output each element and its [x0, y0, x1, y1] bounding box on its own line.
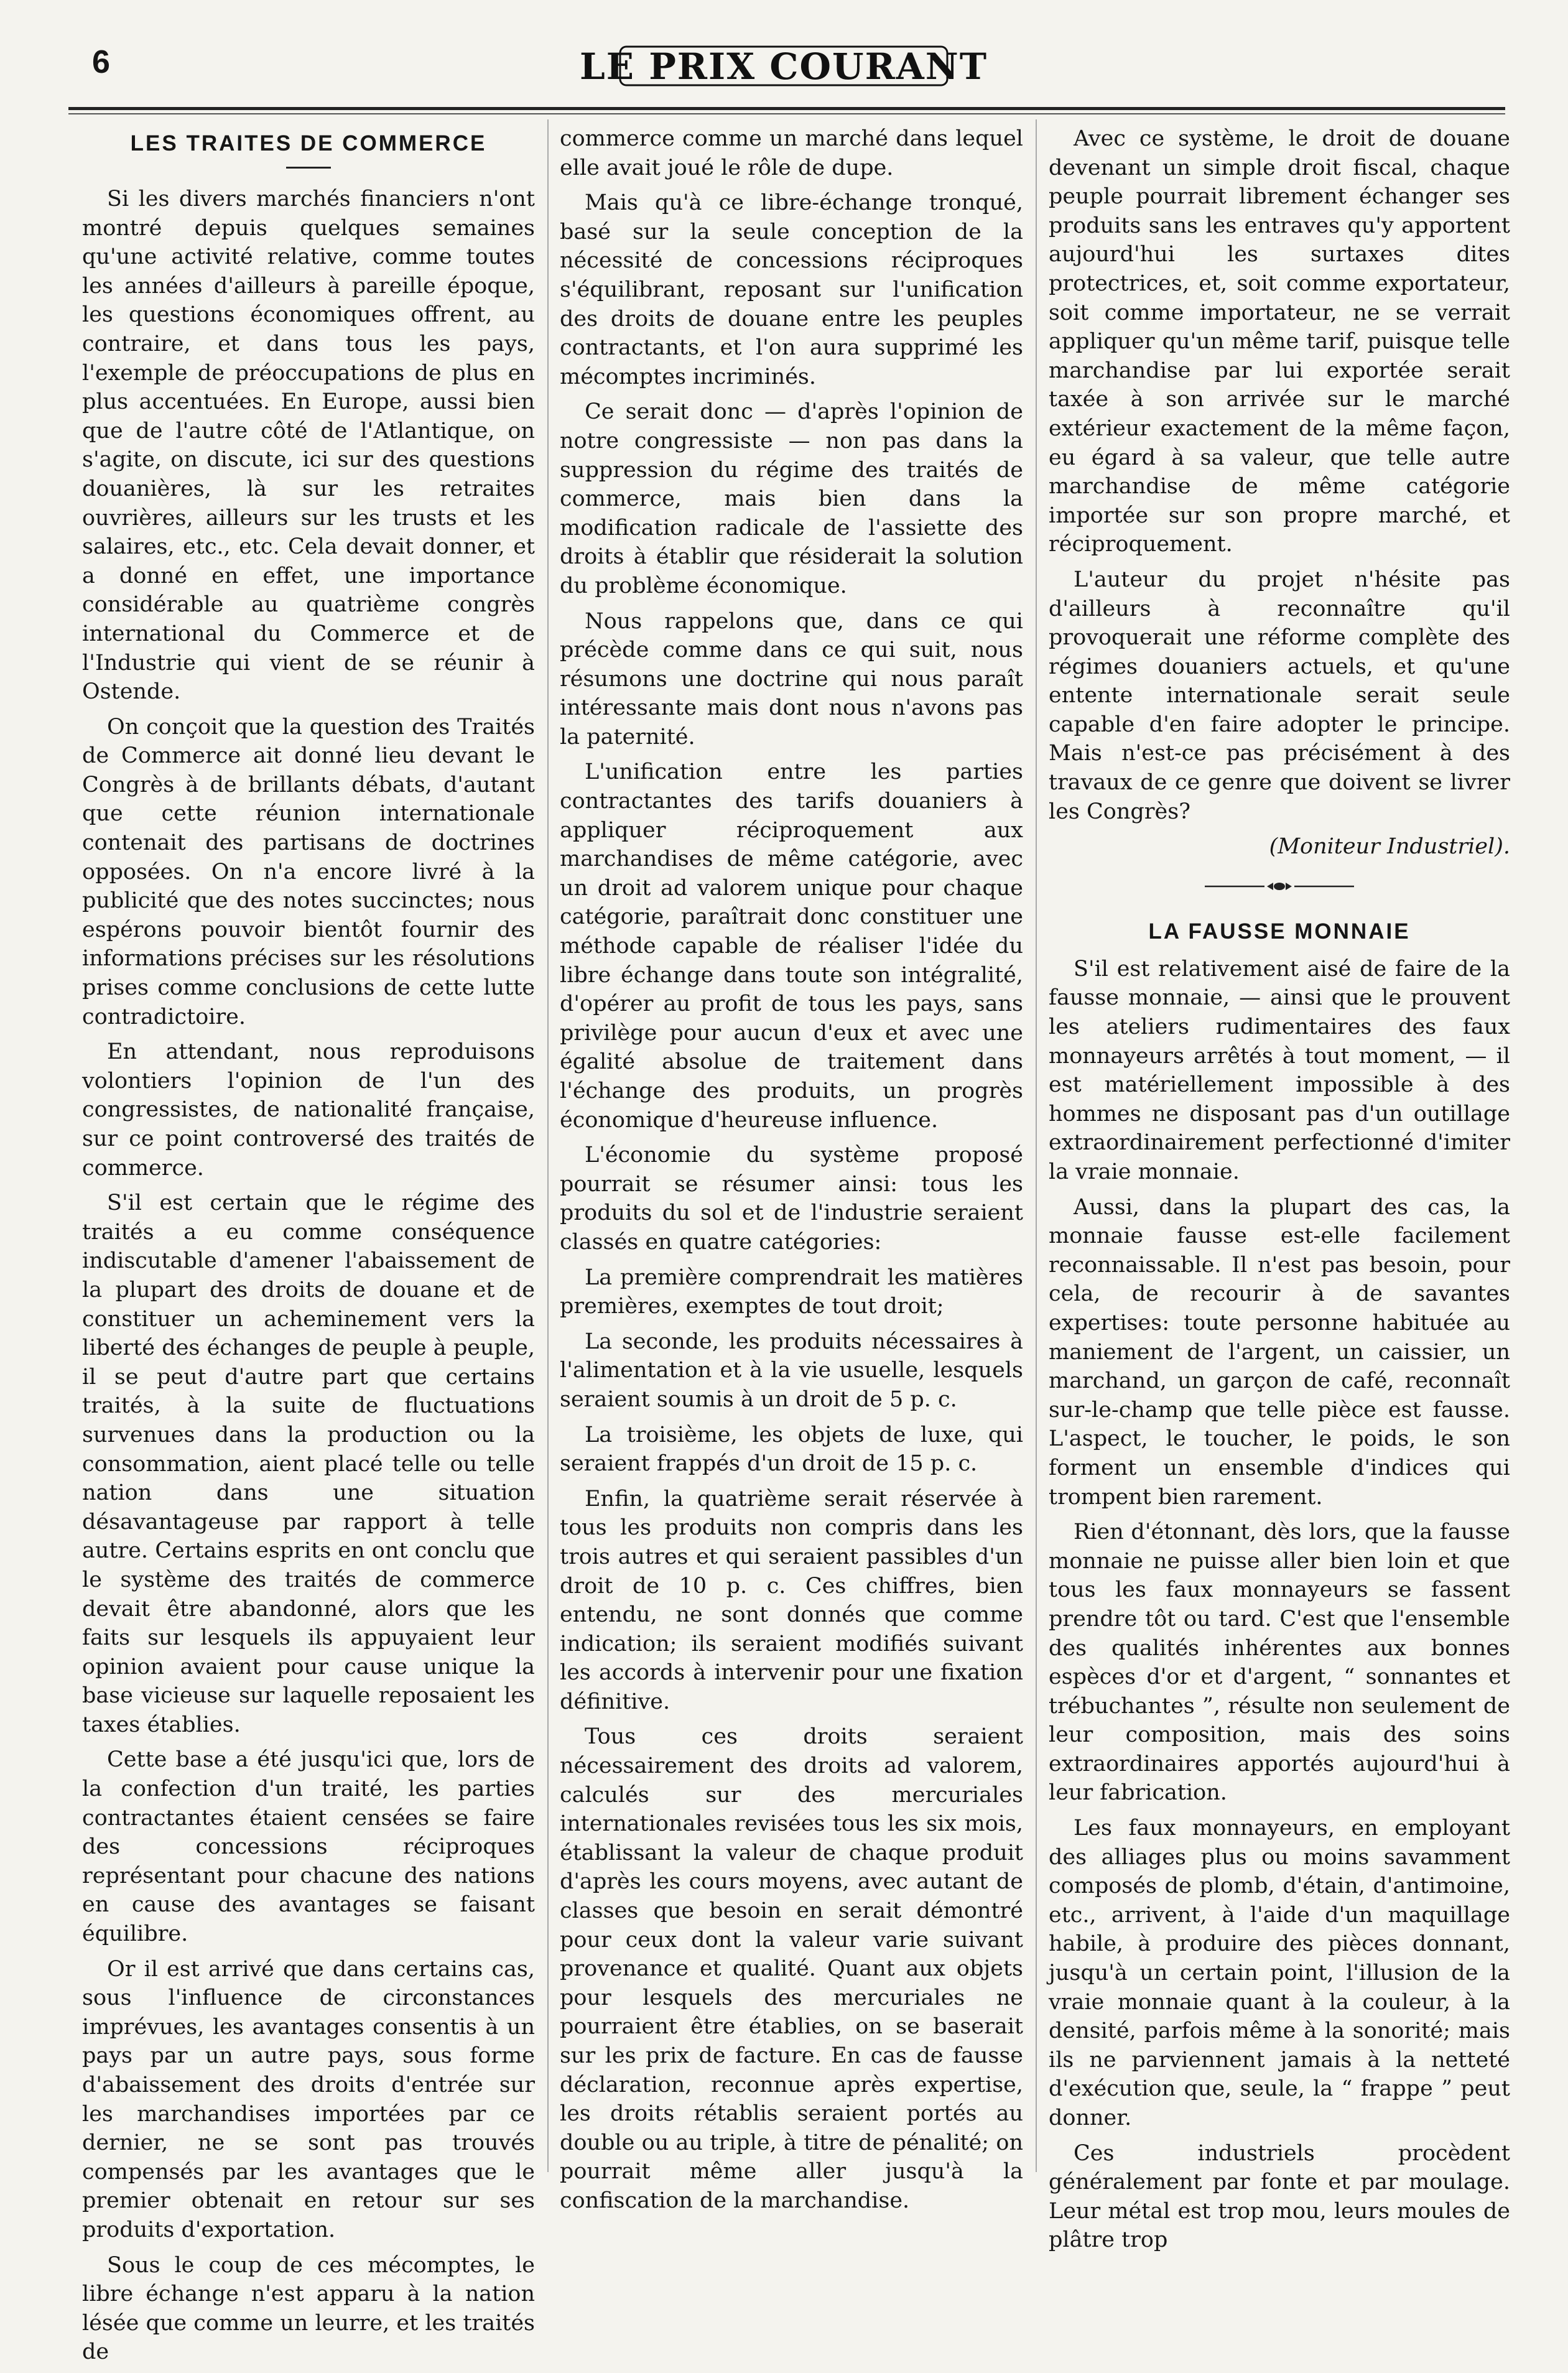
- article-title-traites: LES TRAITES DE COMMERCE: [130, 131, 487, 156]
- source-signature: (Moniteur Industriel).: [1269, 834, 1510, 860]
- paragraph: Sous le coup de ces mécomptes, le libre échange n'est apparu à la nation lésée que comme un leurre, et les traités de: [82, 2252, 535, 2365]
- svg-text:LE PRIX COURANT: LE PRIX COURANT: [580, 45, 988, 88]
- page-number: 6: [92, 44, 110, 80]
- paragraph: Tous ces droits seraient nécessairement des droits ad valorem, calculés sur des mercuriales internationales revisées tous les six mois, établissant la valeur de chaque produit d'après les cours moyens, avec autant de classes que besoin en serait démontré pour ceux dont la valeur varie suivant provenance et qualité. Quant aux objets pour lesquels des mercuriales ne pourraient être établies, on se baserait sur les prix de facture. En cas de fausse déclaration, reconnue après expertise, les droits rétablis seraient portés au double ou au triple, à titre de pénalité; on pourrait même aller jusqu'à la confiscation de la marchandise.: [560, 1724, 1023, 2213]
- paragraph: Mais qu'à ce libre-échange tronqué, basé sur la seule conception de la nécessité de concessions réciproques s'équilibrant, reposant sur l'unification des droits de douane entre les peuples contractants, et l'on aura supprimé les mécomptes incriminés.: [560, 190, 1023, 389]
- paragraph: Si les divers marchés financiers n'ont montré depuis quelques semaines qu'une activité relative, comme toutes les années d'ailleurs à pareille époque, les questions économiques offrent, au contraire, et dans tous les pays, l'exemple de préoccupations de plus en plus accentuées. En Europe, aussi bien que de l'autre côté de l'Atlantique, on s'agite, on discute, ici sur des questions douanières, là sur les retraites ouvrières, ailleurs sur les trusts et les salaires, etc., etc. Cela devait donner, et a donné en effet, une importance considérable au quatrième congrès international du Commerce et de l'Industrie qui vient de se réunir à Ostende.: [82, 187, 535, 705]
- paragraph: Nous rappelons que, dans ce qui précède comme dans ce qui suit, nous résumons une doctrine qui nous paraît intéressante mais dont nous n'avons pas la paternité.: [560, 608, 1023, 750]
- paragraph: Rien d'étonnant, dès lors, que la fausse monnaie ne puisse aller bien loin et que tous les faux monnayeurs se fassent prendre tôt ou tard. C'est que l'ensemble des qualités inhérentes aux bonnes espèces d'or et d'argent, “ sonnantes et trébuchantes ”, résulte non seulement de leur composition, mais des soins extraordinaires apportés aujourd'hui à leur fabrication.: [1049, 1520, 1510, 1806]
- column-3: [1049, 124, 1510, 2261]
- column-divider: [1036, 119, 1037, 2172]
- article-title-fausse-monnaie: LA FAUSSE MONNAIE: [1148, 919, 1411, 944]
- column-2: [560, 124, 1023, 2222]
- paragraph: Enfin, la quatrième serait réservée à tous les produits non compris dans les trois autres et qui seraient passibles d'un droit de 10 p. c. Ces chiffres, bien entendu, ne sont donnés que comme indication; ils seraient modifiés suivant les accords à intervenir pour une fixation définitive.: [560, 1486, 1023, 1714]
- paragraph: On conçoit que la question des Traités de Commerce ait donné lieu devant le Congrès à de brillants débats, d'autant que cette réunion internationale contenait des partisans de doctrines opposées. On n'a encore livré à la publicité que des notes succinctes; nous espérons pouvoir bientôt fournir des informations précises sur les résolutions prises comme conclusions de cette lutte contradictoire.: [82, 714, 535, 1029]
- paragraph: Aussi, dans la plupart des cas, la monnaie fausse est-elle facilement reconnaissable. Il n'est pas besoin, pour cela, de recourir à de savantes expertises: toute personne habituée au maniement de l'argent, un caissier, un marchand, un garçon de café, reconnaît sur-le-champ que telle pièce est fausse. L'aspect, le toucher, le poids, le son forment un ensemble d'indices qui trompent bien rarement.: [1049, 1194, 1510, 1510]
- column-1: [82, 124, 535, 2373]
- header-rule: [68, 107, 1505, 110]
- paragraph: La première comprendrait les matières premières, exemptes de tout droit;: [560, 1265, 1023, 1319]
- paragraph: La seconde, les produits nécessaires à l'alimentation et à la vie usuelle, lesquels seraient soumis à un droit de 5 p. c.: [560, 1329, 1023, 1412]
- paragraph: En attendant, nous reproduisons volontiers l'opinion de l'un des congressistes, de nationalité française, sur ce point controversé des traités de commerce.: [82, 1039, 535, 1181]
- paragraph: L'unification entre les parties contractantes des tarifs douaniers à appliquer réciproquement aux marchandises de même catégorie, avec un droit ad valorem unique pour chaque catégorie, paraîtrait donc constituer une méthode capable de réaliser l'idée du libre échange dans toute son intégralité, d'opérer au profit de tous les pays, sans privilège pour aucun d'eux et avec une égalité absolue de traitement dans l'échange des produits, un progrès économique d'heureuse influence.: [560, 759, 1023, 1133]
- paragraph: Cette base a été jusqu'ici que, lors de la confection d'un traité, les parties contractantes étaient censées se faire des concessions réciproques représentant pour chacune des nations en cause des avantages se faisant équilibre.: [82, 1747, 535, 1947]
- paragraph: Or il est arrivé que dans certains cas, sous l'influence de circonstances imprévues, les avantages consentis à un pays par un autre pays, sous forme d'abaissement des droits d'entrée sur les marchandises importées par ce dernier, ne se sont pas trouvés compensés par les avantages que le premier obtenait en retour sur ses produits d'exportation.: [82, 1956, 535, 2242]
- paragraph: Ce serait donc — d'après l'opinion de notre congressiste — non pas dans la suppression du régime des traités de commerce, mais bien dans la modification radicale de l'assiette des droits à établir que résiderait la solution du problème économique.: [560, 399, 1023, 598]
- paragraph: Avec ce système, le droit de douane devenant un simple droit fiscal, chaque peuple pourrait librement échanger ses produits sans les entraves qu'y apportent aujourd'hui les surtaxes dites protectrices, et, soit comme exportateur, soit comme importateur, ne se verrait appliquer qu'un même tarif, puisque telle marchandise par lui exportée serait taxée à son arrivée sur le marché extérieur exactement de la même façon, eu égard à sa valeur, que telle autre marchandise de même catégorie importée sur son propre marché, et réciproquement.: [1049, 126, 1510, 557]
- ornament-divider-icon: [1049, 880, 1510, 893]
- paragraph: Les faux monnayeurs, en employant des alliages plus ou moins savamment composés de plomb, d'étain, d'antimoine, etc., arrivent, à l'aide d'un maquillage habile, à produire des pièces donnant, jusqu'à un certain point, l'illusion de la vraie monnaie quant à la couleur, à la densité, parfois même à la sonorité; mais ils ne parviennent jamais à la netteté d'exécution que, seule, la “ frappe ” peut donner.: [1049, 1816, 1510, 2130]
- paragraph: Ces industriels procèdent généralement par fonte et par moulage. Leur métal est trop mou, leurs moules de plâtre trop: [1049, 2140, 1510, 2253]
- paragraph: S'il est certain que le régime des traités a eu comme conséquence indiscutable d'amener l'abaissement de la plupart des droits de douane et de constituer un acheminement vers la liberté des échanges de peuple à peuple, il se peut d'autre part que certains traités, à la suite de fluctuations survenues dans la production ou la consommation, aient placé telle ou telle nation dans une situation désavantageuse par rapport à telle autre. Certains esprits en ont conclu que le système des traités de commerce devait être abandonné, alors que les faits sur lesquels ils appuyaient leur opinion avaient pour cause unique la base vicieuse sur laquelle reposaient les taxes établies.: [82, 1191, 535, 1737]
- column-divider: [547, 119, 549, 2172]
- header-rule-thin: [68, 113, 1505, 114]
- masthead-logo: [580, 32, 988, 98]
- paragraph: La troisième, les objets de luxe, qui seraient frappés d'un droit de 15 p. c.: [560, 1422, 1023, 1477]
- title-rule: [286, 167, 331, 169]
- paragraph: commerce comme un marché dans lequel elle avait joué le rôle de dupe.: [560, 126, 1023, 180]
- paragraph: L'auteur du projet n'hésite pas d'ailleurs à reconnaître qu'il provoquerait une réforme complète des régimes douaniers actuels, et qu'une entente internationale serait seule capable d'en faire adopter le principe. Mais n'est-ce pas précisément à des travaux de ce genre que doivent se livrer les Congrès?: [1049, 567, 1510, 824]
- paragraph: L'économie du système proposé pourrait se résumer ainsi: tous les produits du sol et de l'industrie seraient classés en quatre catégories:: [560, 1143, 1023, 1255]
- paragraph: S'il est relativement aisé de faire de la fausse monnaie, — ainsi que le prouvent les ateliers rudimentaires des faux monnayeurs arrêtés à tout moment, — il est matériellement impossible à des hommes ne disposant pas d'un outillage extraordinairement perfectionné d'imiter la vraie monnaie.: [1049, 956, 1510, 1184]
